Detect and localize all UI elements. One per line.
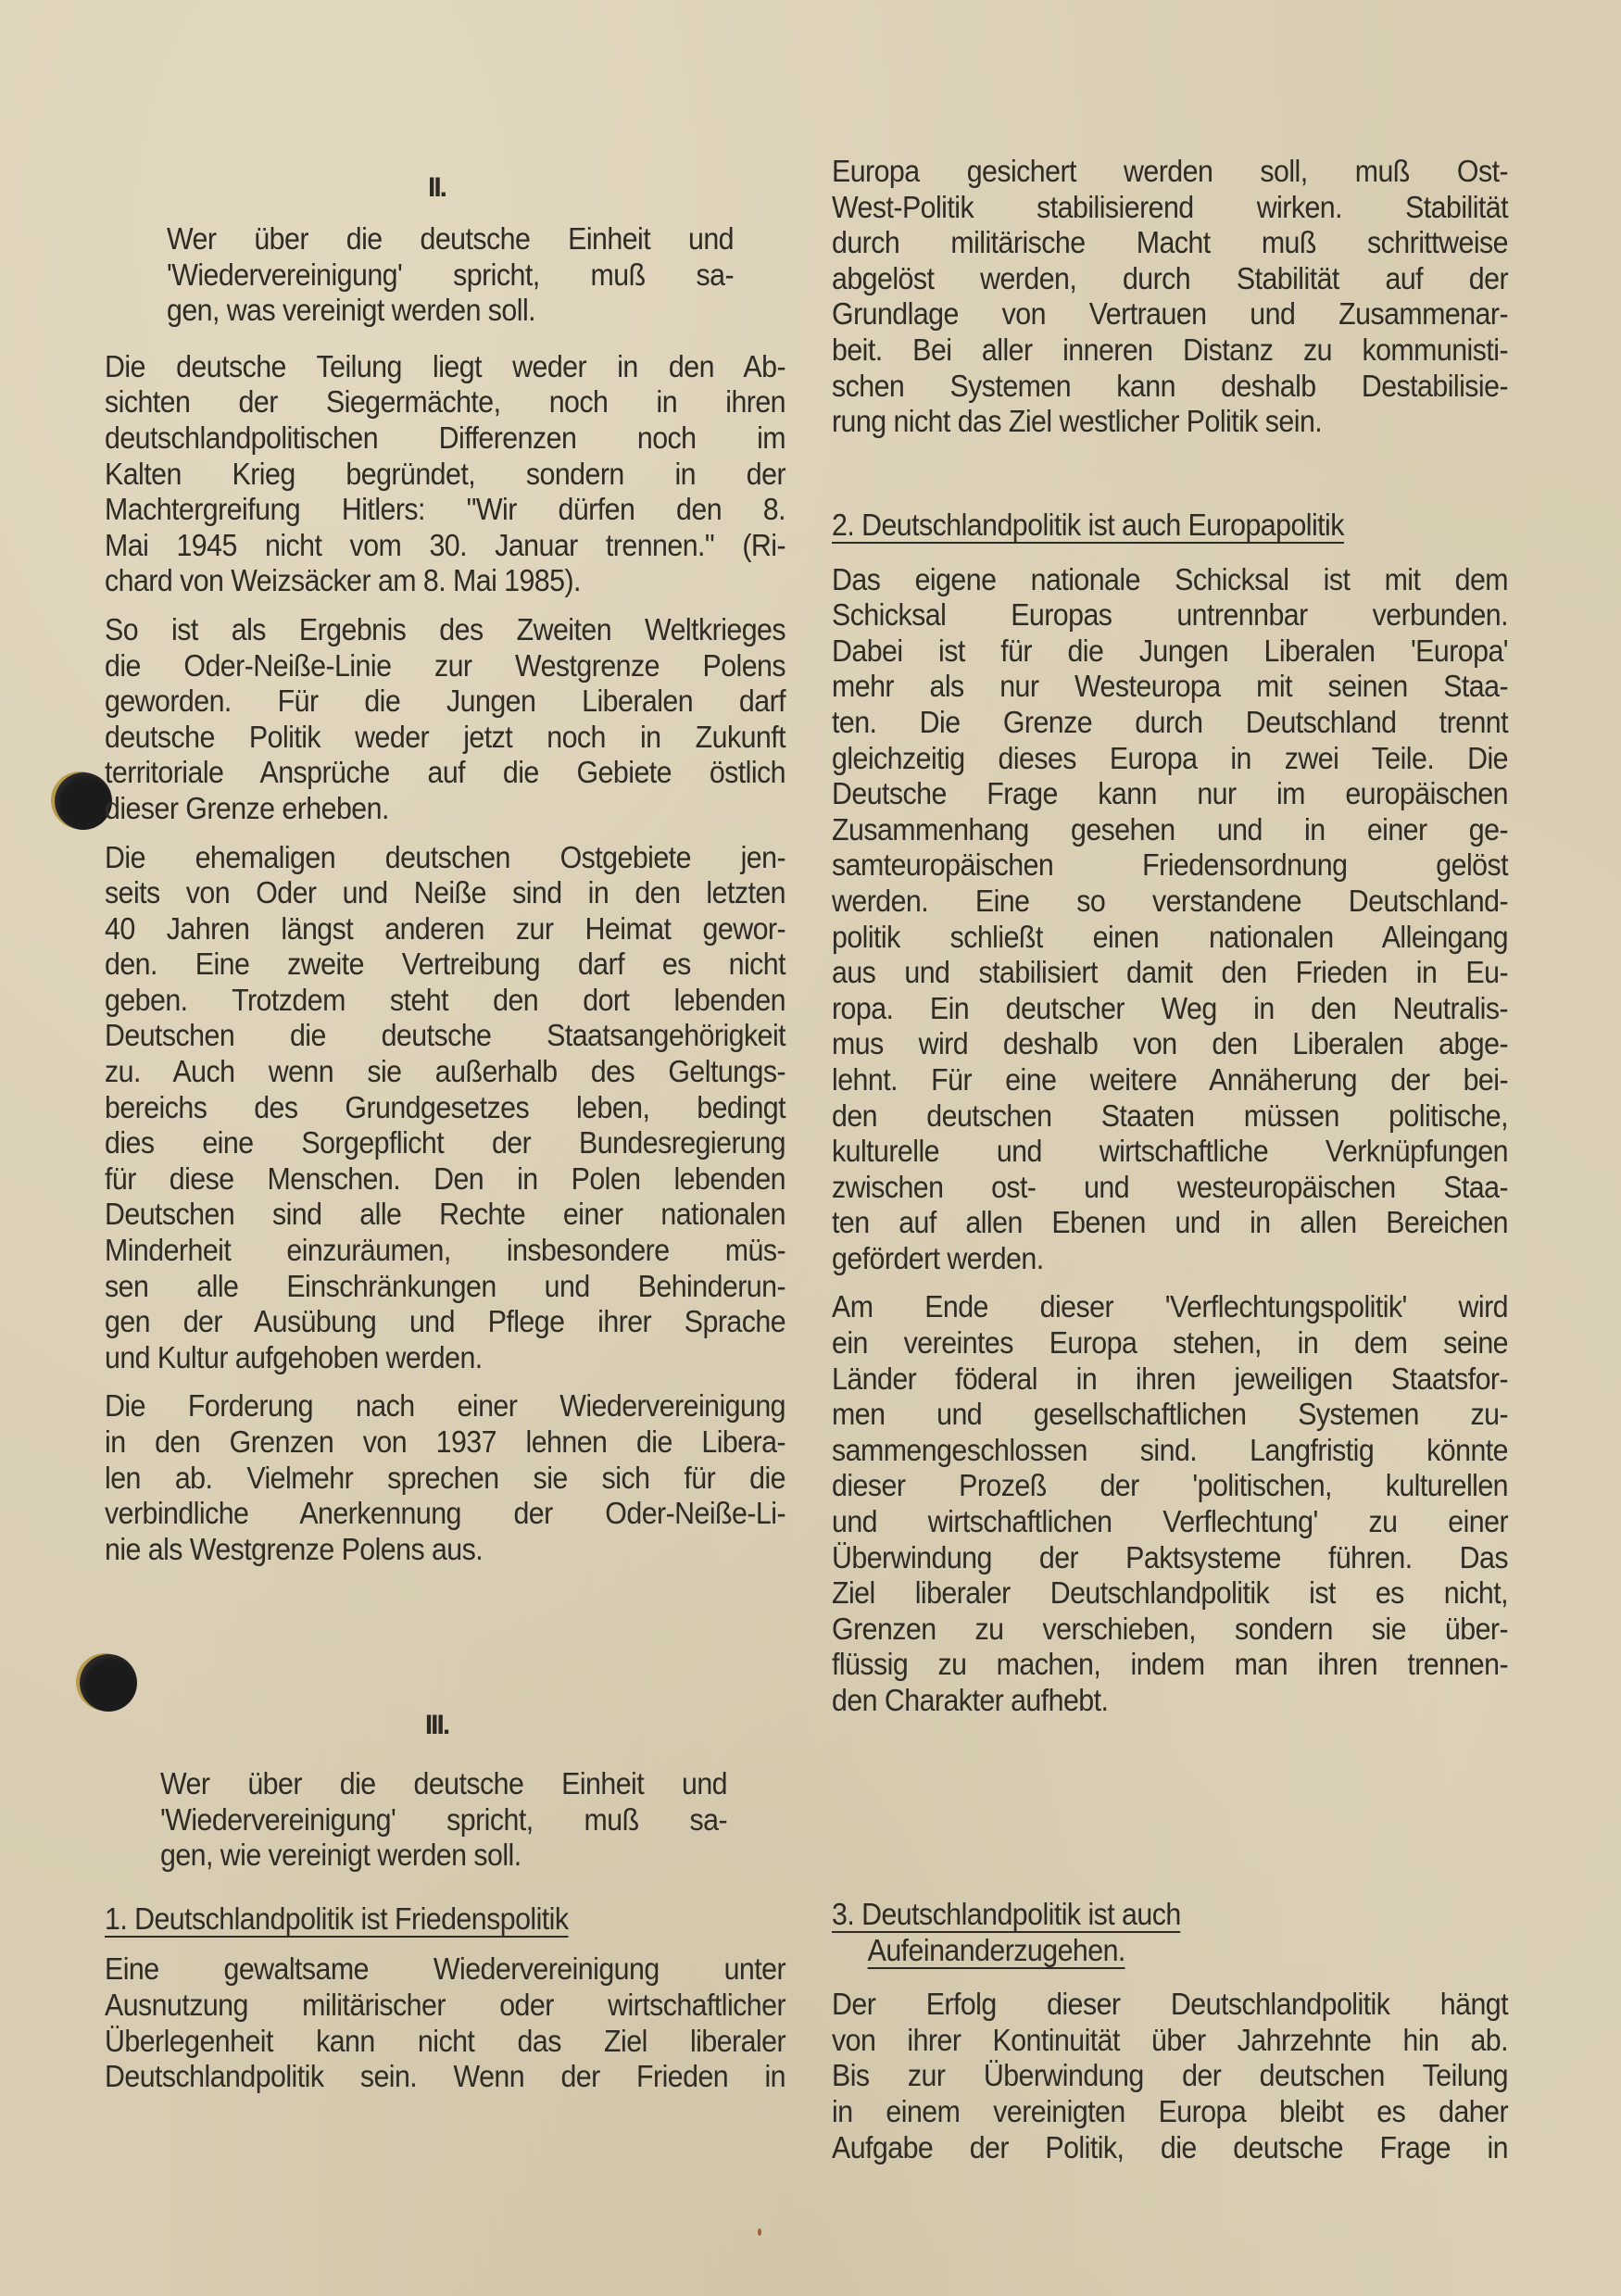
body-line: West-Politik stabilisierend wirken. Stabilität [832,189,1509,224]
body-line: Deutschlandpolitik sein. Wenn der Frieden in [105,2059,786,2094]
body-line: politik schließt einen nationalen Alleingang [832,919,1509,954]
subsection-3-body [832,1987,1508,2165]
body-line: Mai 1945 nicht vom 30. Januar trennen." (Ri- [105,527,786,562]
body-paragraph [105,349,785,599]
subsection-2-heading-text: 2. Deutschlandpolitik ist auch Europapolitik [832,508,1344,542]
body-line: sen alle Einschränkungen und Behinderun- [105,1268,786,1303]
subsection-2 [832,508,1508,1732]
thesis-line: Wer über die deutsche Einheit und [167,221,735,256]
body-line: schen Systemen kann deshalb Destabilisie- [832,368,1509,403]
body-line: den Charakter aufhebt. [832,1683,1109,1717]
subsection-3-heading-line-2 [832,1933,1454,1969]
body-line: nie als Westgrenze Polens aus. [105,1531,484,1566]
body-line: verbindliche Anerkennung der Oder-Neiße-Li- [105,1496,786,1531]
body-line: flüssig zu machen, indem man ihren trennen- [832,1647,1509,1682]
body-line: mehr als nur Westeuropa mit seinen Staa- [832,669,1509,704]
subsection-3-heading-text-1: 3. Deutschlandpolitik ist auch [832,1897,1181,1931]
body-line: Schicksal Europas untrennbar verbunden. [832,597,1509,633]
body-line: Aufgabe der Politik, die deutsche Frage in [832,2129,1509,2164]
body-line: kulturelle und wirtschaftliche Verknüpfungen [832,1134,1509,1169]
subsection-3-heading-line-1 [832,1897,1454,1933]
body-line: den. Eine zweite Vertreibung darf es nicht [105,947,786,982]
section-numeral-ii: II. [427,172,446,203]
body-line: mus wird deshalb von den Liberalen abge- [832,1026,1509,1061]
body-line: dies eine Sorgepflicht der Bundesregierung [105,1125,786,1161]
body-line: geben. Trotzdem steht den dort lebenden [105,982,786,1017]
subsection-1-heading [105,1901,731,1938]
subsection-3 [832,1897,1508,2165]
body-line: gleichzeitig dieses Europa in zwei Teile. Die [832,740,1509,775]
body-line: Die deutsche Teilung liegt weder in den Ab- [105,348,786,383]
body-line: deutschlandpolitischen Differenzen noch im [105,420,786,455]
body-paragraph [105,612,785,827]
body-line: abgelöst werden, durch Stabilität auf der [832,260,1509,295]
body-line: Das eigene nationale Schicksal ist mit dem [832,561,1509,596]
subsection-1-heading-text: 1. Deutschlandpolitik ist Friedenspolitik [105,1901,569,1936]
body-line: Grundlage von Vertrauen und Zusammenar- [832,296,1509,332]
body-line: Zusammenhang gesehen und in einer ge- [832,811,1509,847]
thesis-line: gen, wie vereinigt werden soll. [160,1838,521,1873]
body-line: chard von Weizsäcker am 8. Mai 1985). [105,563,581,598]
punch-hole-upper [55,772,112,830]
body-line: men und gesellschaftlichen Systemen zu- [832,1397,1509,1432]
body-line: 40 Jahren längst anderen zur Heimat gewor- [105,910,786,946]
body-line: dieser Prozeß der 'politischen, kulturellen [832,1468,1509,1503]
body-line: Machtergreifung Hitlers: "Wir dürfen den 8. [105,492,786,527]
body-line: Der Erfolg dieser Deutschlandpolitik hängt [832,1987,1509,2022]
thesis-line: 'Wiedervereinigung' spricht, muß sa- [167,257,735,292]
section-ii [105,169,785,1580]
body-line: bereichs des Grundgesetzes leben, bedingt [105,1089,786,1124]
thesis-line: Wer über die deutsche Einheit und [160,1766,728,1800]
body-line: und wirtschaftlichen Verflechtung' zu einer [832,1504,1509,1539]
body-line: die Oder-Neiße-Linie zur Westgrenze Polens [105,647,786,683]
body-line: Minderheit einzuräumen, insbesondere müs- [105,1233,786,1268]
body-line: dieser Grenze erheben. [105,790,389,825]
body-line: zu. Auch wenn sie außerhalb des Geltungs- [105,1054,786,1089]
body-line: aus und stabilisiert damit den Frieden in Eu- [832,955,1509,990]
body-line: Deutschen sind alle Rechte einer nationalen [105,1197,786,1232]
body-line: samteuropäischen Friedensordnung gelöst [832,847,1509,883]
body-line: ein vereintes Europa stehen, in dem seine [832,1325,1509,1361]
thesis-line: 'Wiedervereinigung' spricht, muß sa- [160,1801,728,1837]
body-line: in den Grenzen von 1937 lehnen die Libera- [105,1424,786,1459]
body-line: Bis zur Überwindung der deutschen Teilung [832,2058,1509,2093]
continuation-paragraph [832,154,1508,440]
punch-hole-lower [80,1654,137,1712]
body-line: von ihrer Kontinuität über Jahrzehnte hin ab. [832,2022,1509,2057]
body-line: So ist als Ergebnis des Zweiten Weltkrieges [105,611,786,646]
body-line: len ab. Vielmehr sprechen sie sich für die [105,1460,786,1495]
body-line: geworden. Für die Jungen Liberalen darf [105,684,786,719]
subsection-2-body [832,562,1508,1719]
body-line: Europa gesichert werden soll, muß Ost- [832,154,1509,188]
body-line: zwischen ost- und westeuropäischen Staa- [832,1169,1509,1204]
body-line: Länder föderal in ihren jeweiligen Staatsfor- [832,1361,1509,1396]
body-line: und Kultur aufgehoben werden. [105,1339,483,1374]
body-line: ten. Die Grenze durch Deutschland trennt [832,704,1509,739]
body-line: territoriale Ansprüche auf die Gebiete östlich [105,755,786,790]
body-line: ten auf allen Ebenen und in allen Bereichen [832,1205,1509,1240]
body-paragraph [105,1388,785,1567]
subsection-1-body [105,1951,785,2094]
paper-speck [758,2228,761,2236]
body-paragraph [832,562,1508,1277]
body-line: gen der Ausübung und Pflege ihrer Sprache [105,1304,786,1339]
body-line: deutsche Politik weder jetzt noch in Zukunft [105,719,786,754]
body-line: gefördert werden. [832,1240,1044,1275]
body-line: seits von Oder und Neiße sind in den letzten [105,875,786,910]
body-line: Die Forderung nach einer Wiedervereinigung [105,1388,786,1424]
body-line: lehnt. Für eine weitere Annäherung der bei- [832,1061,1509,1097]
section-iii-thesis [160,1766,727,1874]
body-line: den deutschen Staaten müssen politische, [832,1098,1509,1133]
body-line: Eine gewaltsame Wiedervereinigung unter [105,1951,786,1987]
section-numeral-iii: III. [424,1710,449,1740]
body-line: sammengeschlossen sind. Langfristig könnte [832,1432,1509,1467]
subsection-3-heading-text-2: Aufeinanderzugehen. [867,1932,1125,1967]
body-line: Ziel liberaler Deutschlandpolitik ist es nicht, [832,1575,1509,1611]
body-line: Dabei ist für die Jungen Liberalen 'Europa' [832,633,1509,668]
body-line: Deutschen die deutsche Staatsangehörigkeit [105,1018,786,1053]
body-line: Am Ende dieser 'Verflechtungspolitik' wird [832,1289,1509,1324]
body-paragraph [832,1289,1508,1718]
body-line: ropa. Ein deutscher Weg in den Neutralis- [832,990,1509,1025]
body-line: sichten der Siegermächte, noch in ihren [105,384,786,420]
body-line: rung nicht das Ziel westlicher Politik sein. [832,404,1323,439]
body-line: werden. Eine so verstandene Deutschland- [832,883,1509,918]
section-ii-body [105,349,785,1568]
thesis-line: gen, was vereinigt werden soll. [167,293,536,328]
body-line: beit. Bei aller inneren Distanz zu kommunisti- [832,332,1509,367]
body-line: in einem vereinigten Europa bleibt es daher [832,2093,1509,2128]
section-iii [105,1707,785,2095]
body-line: durch militärische Macht muß schrittweise [832,225,1509,260]
body-line: Ausnutzung militärischer oder wirtschaftlicher [105,1987,786,2022]
body-line: Deutsche Frage kann nur im europäischen [832,776,1509,811]
body-line: Die ehemaligen deutschen Ostgebiete jen- [105,839,786,874]
body-line: Überwindung der Paktsysteme führen. Das [832,1539,1509,1575]
body-paragraph [105,840,785,1376]
body-line: für diese Menschen. Den in Polen lebenden [105,1161,786,1196]
subsection-2-heading [832,508,1454,544]
body-line: Überlegenheit kann nicht das Ziel liberaler [105,2023,786,2058]
body-line: Grenzen zu verschieben, sondern sie über- [832,1611,1509,1646]
section-ii-thesis [167,221,734,329]
body-line: Kalten Krieg begründet, sondern in der [105,456,786,491]
